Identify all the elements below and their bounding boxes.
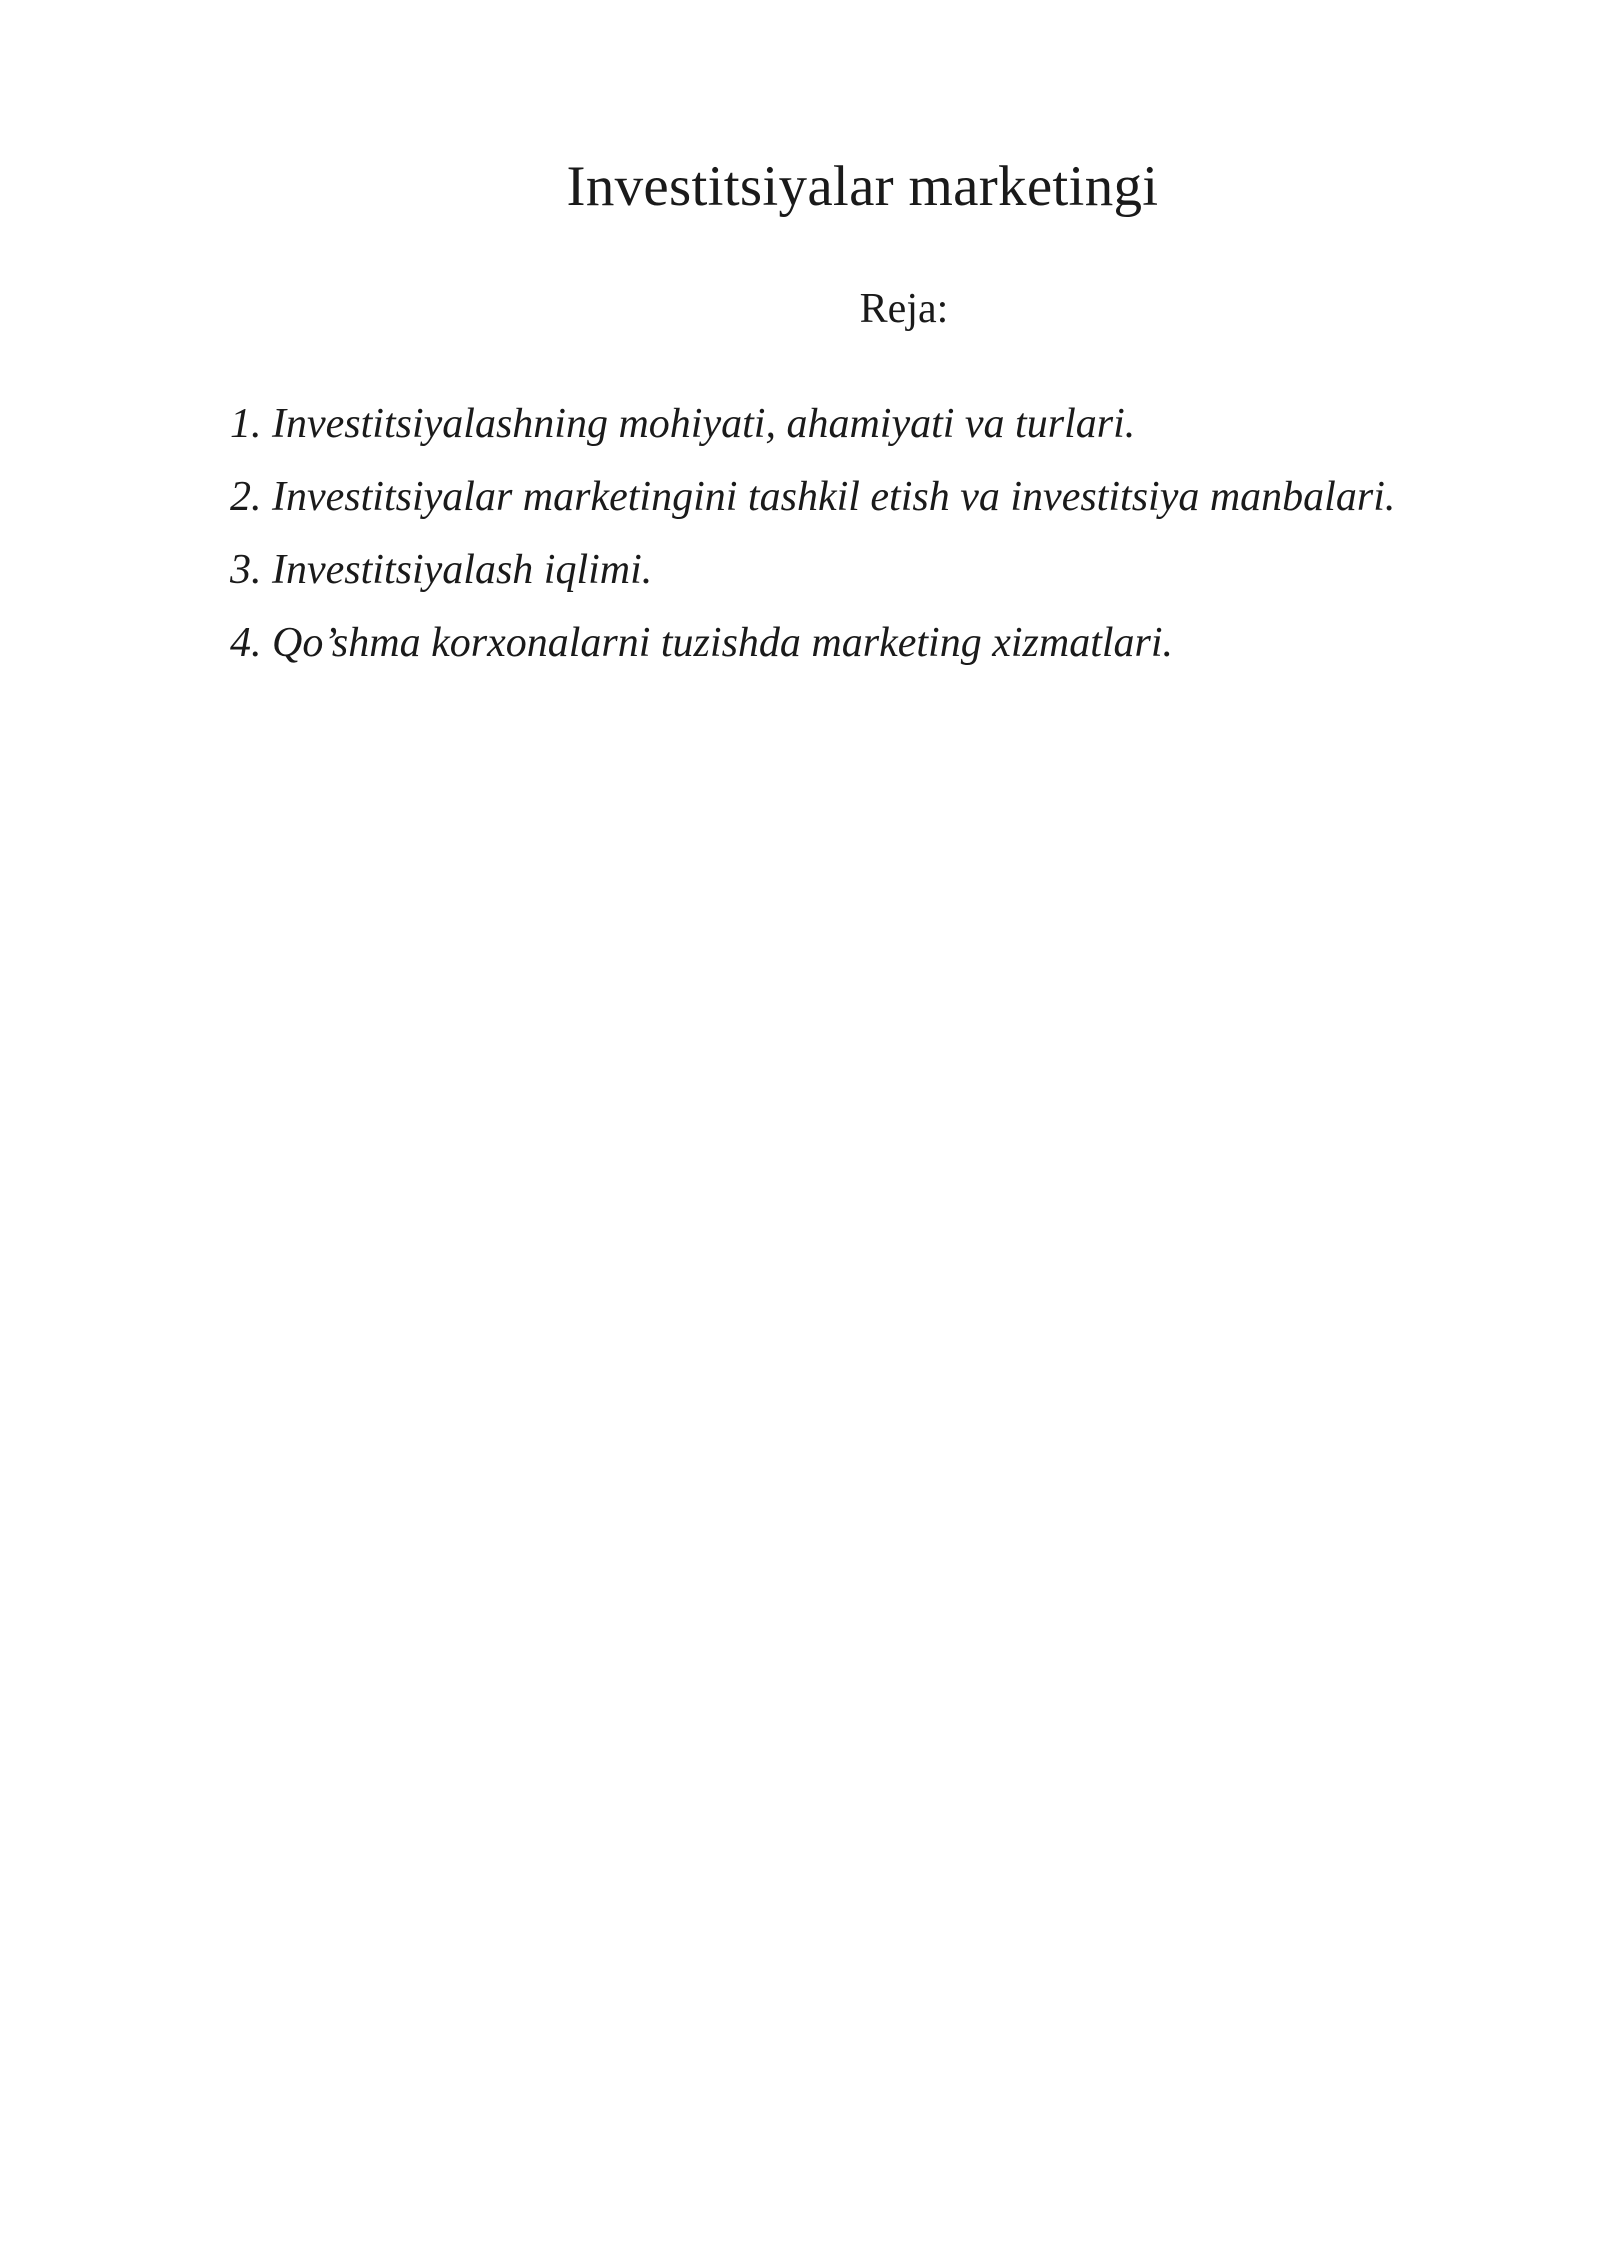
plan-item: 1. Investitsiyalashning mohiyati, ahamiyati va turlari.	[230, 401, 1136, 447]
plan-item: 4. Qo’shma korxonalarni tuzishda marketing xizmatlari.	[230, 620, 1174, 666]
plan-list	[230, 388, 1395, 680]
plan-heading: Reja:	[859, 286, 949, 332]
document-title: Investitsiyalar marketingi	[566, 155, 1159, 218]
plan-item: 2. Investitsiyalar marketingini tashkil etish va investitsiya manbalari.	[230, 474, 1396, 520]
plan-item: 3. Investitsiyalash iqlimi.	[230, 547, 653, 593]
